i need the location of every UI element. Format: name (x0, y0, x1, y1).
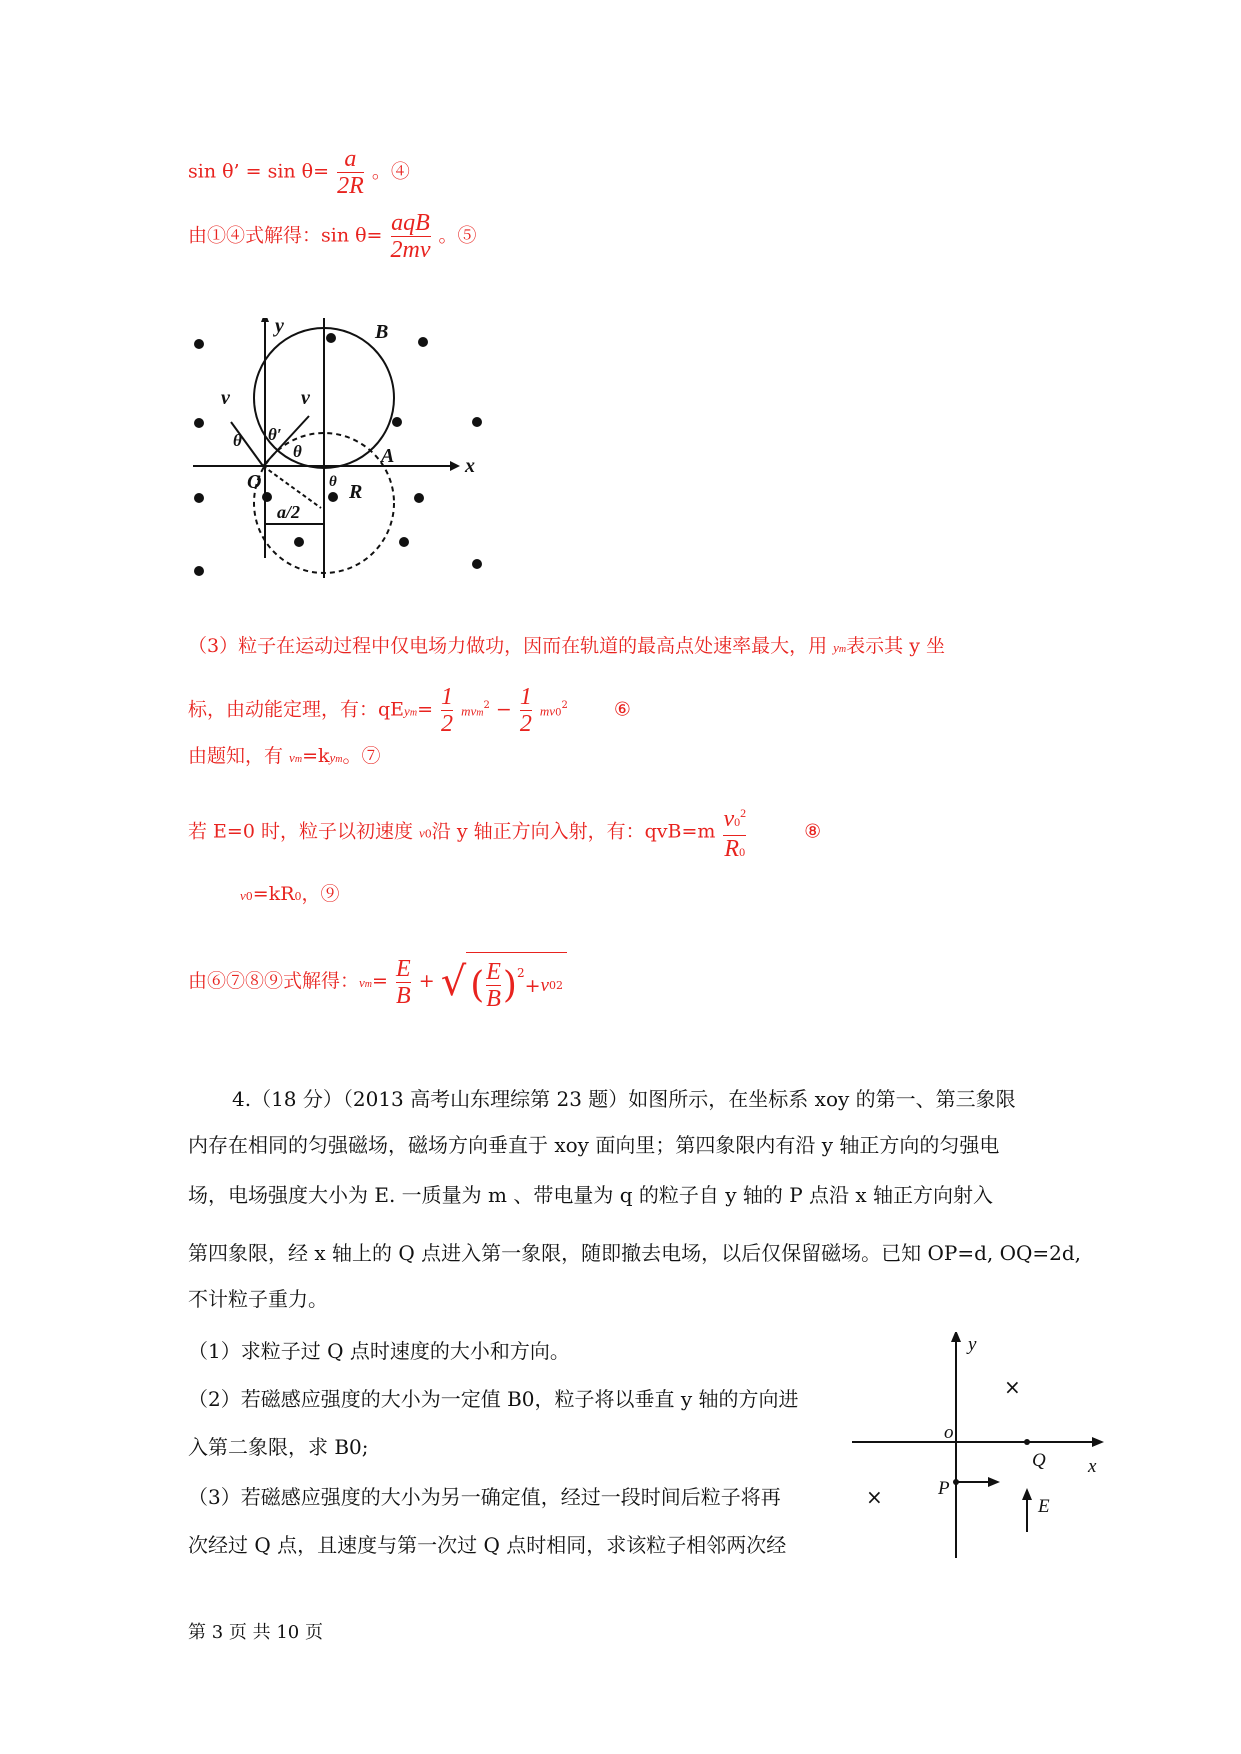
solution-line-8: 若 E=0 时，粒子以初速度 v0沿 y 轴正方向入射，有：qvB=m $\frac{v0^2}{R0}$ ⑧ (188, 800, 821, 865)
fraction-half (441, 684, 453, 737)
label-B: B (375, 321, 389, 343)
text: =kR (252, 883, 295, 905)
problem-4-line-4: 第四象限，经 x 轴上的 Q 点进入第一象限，随即撤去电场，以后仅保留磁场。已知 OP=d, OQ=2d, (188, 1241, 1082, 1265)
equation-mark: ⑧ (804, 820, 822, 843)
denominator: 2 (519, 711, 532, 737)
text: 标，由动能定理，有：qE (188, 698, 405, 721)
problem-4-line-1: 4.（18 分）（2013 高考山东理综第 23 题）如图所示，在坐标系 xoy 的第一、第三象限 (232, 1087, 1016, 1111)
label-A: A (381, 445, 395, 467)
label-v: v (221, 387, 230, 409)
page-footer: 第 3 页 共 10 页 (188, 1622, 323, 1643)
figure-circle-trajectory (185, 318, 485, 578)
figure-coordinate-system (852, 1332, 1112, 1562)
point-P-label: P (938, 1478, 950, 1499)
label-theta-prime: θ′ (268, 425, 282, 444)
numerator: 1 (441, 684, 454, 710)
equals: = (417, 698, 433, 721)
square-root: √ ( $\frac{E}{B}$ ) $^2$ + v 0 2 (441, 952, 567, 1012)
fraction (391, 210, 431, 263)
denominator: B (486, 986, 501, 1012)
equation-mark: ⑥ (613, 698, 631, 721)
minus: − (495, 698, 512, 721)
problem-4-line-2: 内存在相同的匀强磁场，磁场方向垂直于 xoy 面向里；第四象限内有沿 y 轴正方向的匀强电 (188, 1133, 1000, 1157)
equation-text: 由①④式解得：sin θ= (188, 224, 383, 247)
text: 沿 y 轴正方向入射，有：qvB=m (431, 820, 716, 843)
solution-line-1 (188, 146, 410, 199)
label-R: R (349, 481, 363, 503)
point-Q-label: Q (1032, 1450, 1046, 1471)
solution-line-10: 由⑥⑦⑧⑨式解得：vm= $\frac{E}{B}$ + √ ( $\frac{E}{B}$ ) $^2$ + v 0 2 (188, 952, 567, 1012)
label-v: v (301, 387, 310, 409)
label-O: O (247, 471, 262, 493)
question-3-line-2: 次经过 Q 点，且速度与第一次过 Q 点时相同，求该粒子相邻两次经 (188, 1533, 787, 1557)
magnetic-field-cross-icon: × (1004, 1375, 1021, 1399)
axis-x-label: x (465, 455, 475, 477)
denominator: 2mv (390, 237, 431, 263)
question-2-line-2: 入第二象限，求 B0; (188, 1435, 369, 1459)
solution-part3-line-1 (188, 632, 945, 664)
equation-text: sin θ’ = sin θ= (188, 160, 330, 183)
equation-mark: 。⑦ (342, 745, 381, 767)
origin-label: o (944, 1422, 954, 1443)
equals: = (372, 970, 388, 992)
axis-x-label: x (1088, 1456, 1097, 1477)
solution-line-9: v0=kR0，⑨ (240, 883, 340, 905)
problem-4-line-5: 不计粒子重力。 (188, 1287, 328, 1311)
equation-mark: 。⑤ (438, 224, 477, 247)
axis-y-label: y (275, 318, 284, 337)
numerator: aqB (391, 210, 430, 236)
question-2-line-1: （2）若磁感应强度的大小为一定值 B0，粒子将以垂直 y 轴的方向进 (188, 1387, 799, 1411)
numerator: v (723, 806, 735, 832)
numerator: E (396, 955, 411, 982)
term-mv: mv (461, 703, 477, 719)
text: （3）粒子在运动过程中仅电场力做功，因而在轨道的最高点处速率最大，用 (188, 635, 834, 657)
fraction (396, 956, 411, 1009)
var-y: y (833, 640, 839, 655)
denominator: R (724, 836, 740, 862)
denominator: B (396, 982, 411, 1009)
solution-line-2 (188, 210, 477, 263)
label-theta: θ (233, 431, 242, 450)
plus: + (418, 970, 435, 992)
fraction (337, 146, 364, 199)
denominator: 2R (337, 173, 364, 199)
denominator: 2 (441, 711, 454, 737)
var-y: y (404, 703, 410, 719)
term-mv0: mv (539, 703, 556, 719)
magnetic-field-cross-icon: × (866, 1485, 883, 1509)
question-3-line-1: （3）若磁感应强度的大小为另一确定值，经过一段时间后粒子将再 (188, 1485, 781, 1509)
solution-part3-line-2: 标，由动能定理，有：qEym= $\frac{1}{2}$ mvm$^2$ − $\frac{1}{2}$ $mv0^2$ ⑥ (188, 684, 631, 737)
question-1: （1）求粒子过 Q 点时速度的大小和方向。 (188, 1339, 570, 1363)
label-theta: θ (329, 474, 337, 490)
label-half-a: a/2 (277, 502, 301, 522)
numerator: a (344, 146, 357, 172)
field-E-label: E (1038, 1496, 1050, 1517)
fraction (486, 959, 501, 1012)
fraction-half (520, 684, 532, 737)
equation-mark: 。④ (371, 160, 410, 183)
equation-mark: ，⑨ (301, 883, 340, 905)
text: 表示其 y 坐 (846, 635, 945, 657)
plus: + (524, 974, 541, 997)
text: 由⑥⑦⑧⑨式解得： (188, 970, 360, 992)
text: 若 E=0 时，粒子以初速度 (188, 820, 419, 843)
numerator: E (486, 959, 501, 985)
solution-line-7: 由题知，有 vm=kym。⑦ (188, 745, 381, 767)
text: 由题知，有 (188, 745, 290, 767)
numerator: 1 (519, 684, 532, 710)
fraction: $\frac{v0^2}{R0}$ (723, 806, 747, 862)
problem-4-line-3: 场，电场强度大小为 E. 一质量为 m 、带电量为 q 的粒子自 y 轴的 P 点沿 x 轴正方向射入 (188, 1183, 994, 1207)
subscript: m (409, 707, 418, 719)
axis-y-label: y (968, 1334, 977, 1355)
label-theta: θ (293, 442, 302, 461)
text: =k (302, 745, 330, 767)
subscript: m (838, 644, 847, 655)
